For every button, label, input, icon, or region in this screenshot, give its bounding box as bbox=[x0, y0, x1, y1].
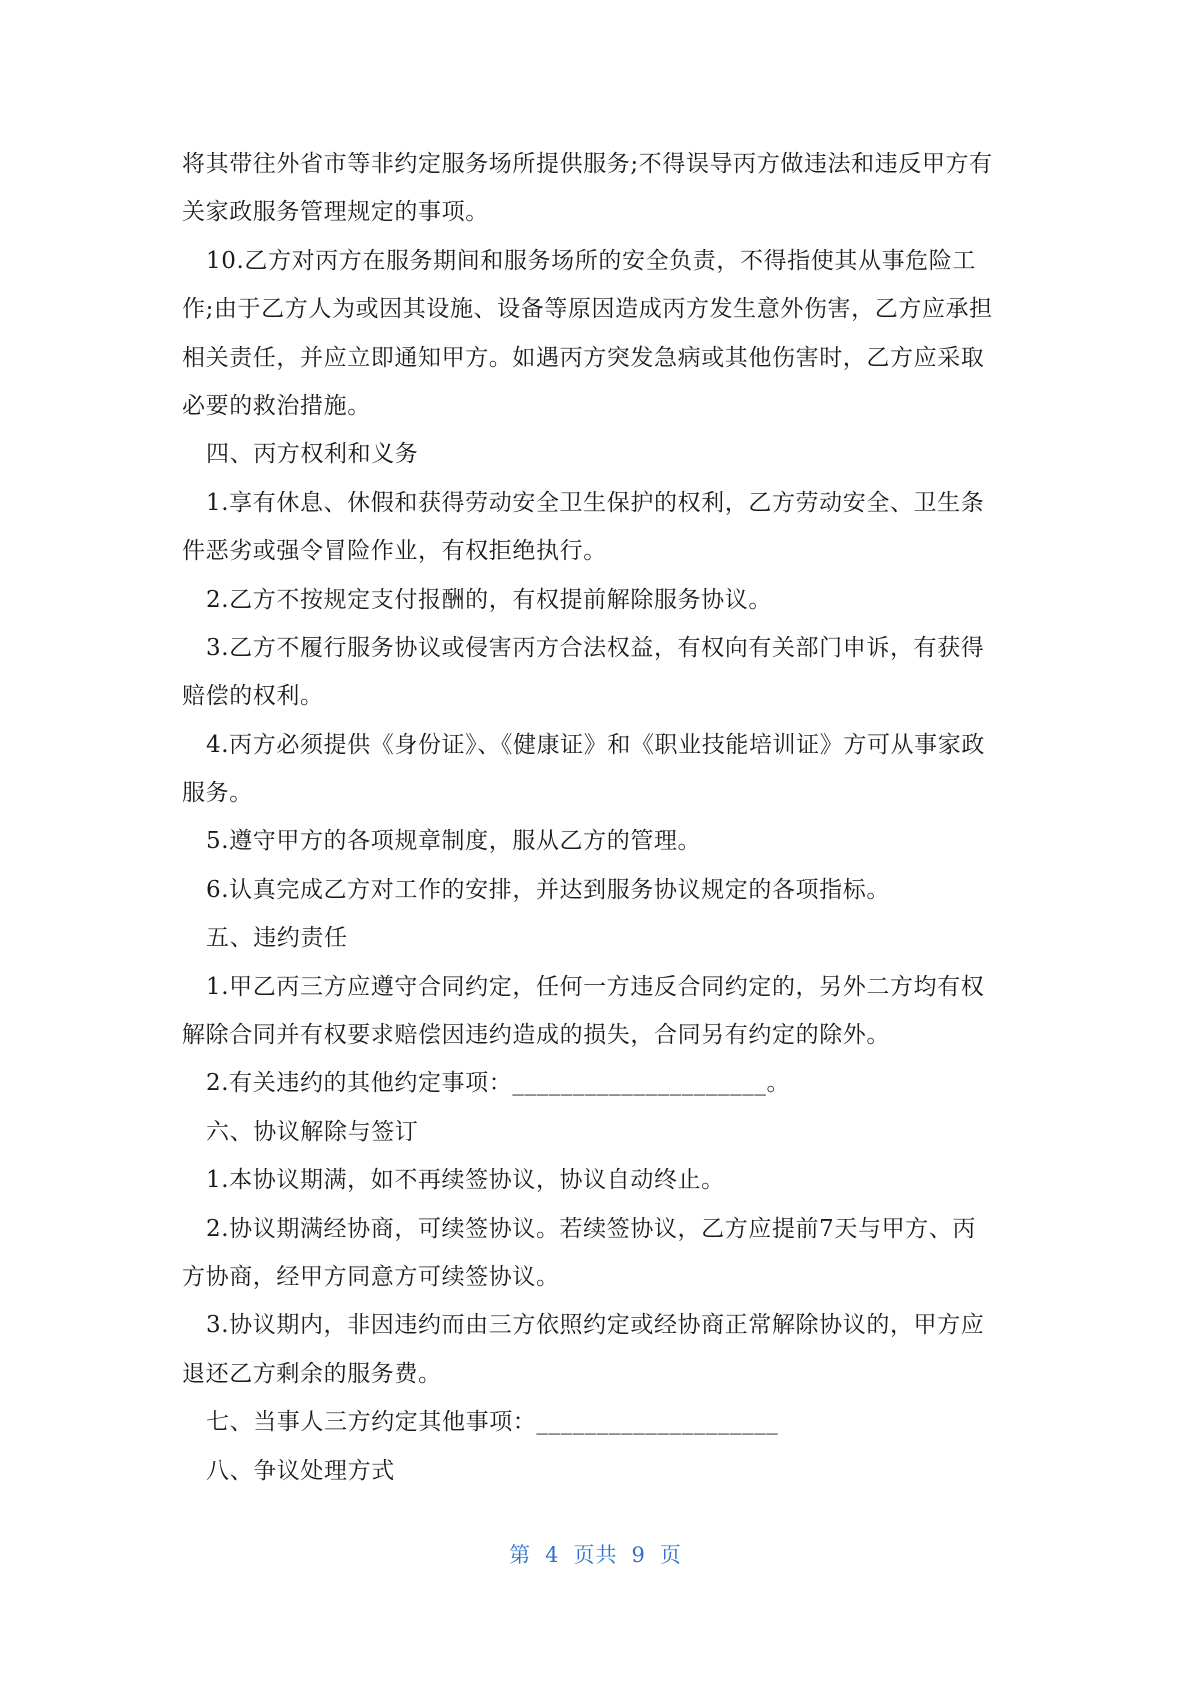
text-line: 1.本协议期满，如不再续签协议，协议自动终止。 bbox=[206, 1167, 725, 1194]
page-total: 9 bbox=[631, 1543, 646, 1567]
document-body bbox=[182, 140, 1017, 1495]
footer-suffix: 页 bbox=[659, 1543, 682, 1567]
text-line: 件恶劣或强令冒险作业，有权拒绝执行。 bbox=[182, 538, 607, 565]
text-line: 赔偿的权利。 bbox=[182, 683, 324, 710]
text-line: 必要的救治措施。 bbox=[182, 392, 371, 419]
text-line: 3.乙方不履行服务协议或侵害丙方合法权益，有权向有关部门申诉，有获得 bbox=[206, 634, 985, 661]
page-footer bbox=[0, 1539, 1191, 1569]
text-line: 10.乙方对丙方在服务期间和服务场所的安全负责，不得指使其从事危险工 bbox=[206, 247, 976, 274]
text-line: 服务。 bbox=[182, 780, 253, 807]
text-line: 方协商，经甲方同意方可续签协议。 bbox=[182, 1263, 560, 1290]
section-heading: 七、当事人三方约定其他事项：____________________ bbox=[206, 1409, 779, 1436]
text-line: 作;由于乙方人为或因其设施、设备等原因造成丙方发生意外伤害，乙方应承担 bbox=[182, 296, 993, 323]
text-line: 2.乙方不按规定支付报酬的，有权提前解除服务协议。 bbox=[206, 586, 772, 613]
text-line: 5.遵守甲方的各项规章制度，服从乙方的管理。 bbox=[206, 828, 702, 855]
text-line: 退还乙方剩余的服务费。 bbox=[182, 1360, 442, 1387]
text-line: 3.协议期内，非因违约而由三方依照约定或经协商正常解除协议的，甲方应 bbox=[206, 1312, 985, 1339]
text-line: 4.丙方必须提供《身份证》、《健康证》和《职业技能培训证》方可从事家政 bbox=[206, 731, 985, 758]
section-heading: 六、协议解除与签订 bbox=[206, 1118, 419, 1145]
text-line: 解除合同并有权要求赔偿因违约造成的损失，合同另有约定的除外。 bbox=[182, 1022, 890, 1049]
text-line: 相关责任，并应立即通知甲方。如遇丙方突发急病或其他伤害时，乙方应采取 bbox=[182, 344, 985, 371]
text-line: 6.认真完成乙方对工作的安排，并达到服务协议规定的各项指标。 bbox=[206, 876, 890, 903]
text-line: 2.有关违约的其他约定事项：_____________________。 bbox=[206, 1070, 791, 1097]
text-line: 关家政服务管理规定的事项。 bbox=[182, 199, 489, 226]
text-line: 1.享有休息、休假和获得劳动安全卫生保护的权利，乙方劳动安全、卫生条 bbox=[206, 489, 985, 516]
section-heading: 八、争议处理方式 bbox=[206, 1457, 395, 1484]
text-line: 将其带往外省市等非约定服务场所提供服务;不得误导丙方做违法和违反甲方有 bbox=[182, 151, 993, 177]
section-heading: 四、丙方权利和义务 bbox=[206, 441, 419, 468]
text-line: 2.协议期满经协商，可续签协议。若续签协议，乙方应提前7天与甲方、丙 bbox=[206, 1215, 976, 1242]
section-heading: 五、违约责任 bbox=[206, 925, 348, 952]
text-line: 1.甲乙丙三方应遵守合同约定，任何一方违反合同约定的，另外二方均有权 bbox=[206, 973, 985, 1000]
footer-middle: 页共 bbox=[573, 1543, 618, 1567]
footer-prefix: 第 bbox=[509, 1543, 532, 1567]
page-number: 4 bbox=[545, 1543, 560, 1567]
